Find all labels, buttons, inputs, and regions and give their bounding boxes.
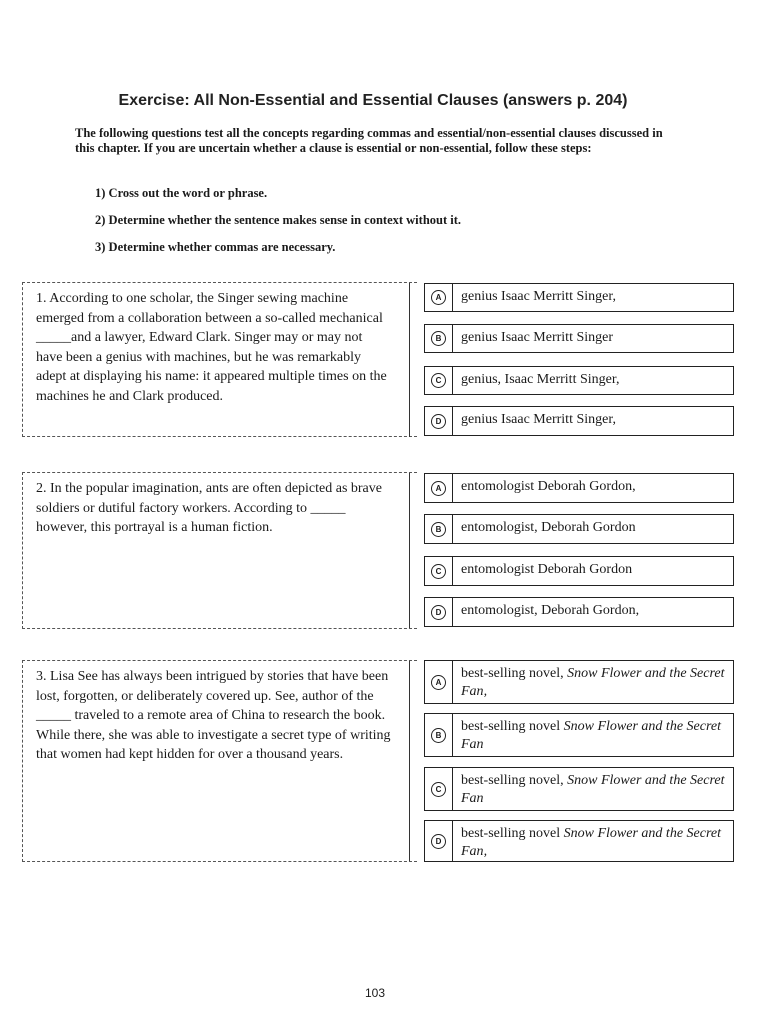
steps-list [95, 186, 655, 267]
option-text: best-selling novel, Snow Flower and the Secret Fan, [461, 666, 725, 699]
question-2-option-c[interactable] [424, 556, 734, 586]
question-divider [409, 283, 410, 437]
option-letter-icon: D [425, 598, 453, 626]
option-letter-icon: A [425, 661, 453, 703]
option-letter-icon: A [425, 474, 453, 502]
question-divider [409, 473, 410, 628]
step-item: 1) Cross out the word or phrase. [95, 186, 268, 200]
question-3-option-a[interactable] [424, 660, 734, 704]
option-letter-icon: C [425, 557, 453, 585]
page-title: Exercise: All Non-Essential and Essential Clauses (answers p. 204) [118, 92, 628, 109]
option-letter-icon: C [425, 367, 453, 394]
question-2-box [22, 472, 417, 629]
question-1-text: 1. According to one scholar, the Singer sewing machine emerged from a collaboration between a so-called mechanical _____and a lawyer, Edward Clark. Singer may or may not have been a genius with machines, but he was remarkably adept at displaying his name: it appeared multiple times on the machines he and Clark produced. [36, 291, 387, 404]
option-letter-icon: B [425, 714, 453, 756]
option-letter-icon: D [425, 407, 453, 435]
step-item: 3) Determine whether commas are necessary. [95, 240, 336, 254]
page-number: 103 [364, 986, 386, 1000]
option-letter-icon: D [425, 821, 453, 861]
question-2-text: 2. In the popular imagination, ants are often depicted as brave soldiers or dutiful factory workers. According to _____ however, this portrayal is a human fiction. [36, 481, 382, 535]
option-text: genius, Isaac Merritt Singer, [461, 372, 620, 387]
question-1-box [22, 282, 417, 437]
question-1-option-c[interactable] [424, 366, 734, 395]
question-1-option-d[interactable] [424, 406, 734, 436]
option-text: genius Isaac Merritt Singer, [461, 289, 616, 304]
option-text: genius Isaac Merritt Singer [461, 330, 614, 345]
option-text: entomologist Deborah Gordon [461, 562, 633, 577]
option-text: best-selling novel, Snow Flower and the Secret Fan [461, 773, 725, 806]
question-divider [409, 661, 410, 861]
option-text: entomologist, Deborah Gordon, [461, 603, 640, 618]
option-text: entomologist, Deborah Gordon [461, 520, 636, 535]
question-3-option-d[interactable] [424, 820, 734, 862]
question-3-box [22, 660, 417, 862]
option-text: genius Isaac Merritt Singer, [461, 412, 616, 427]
option-text: entomologist Deborah Gordon, [461, 479, 636, 494]
question-2-option-b[interactable] [424, 514, 734, 544]
question-3-option-c[interactable] [424, 767, 734, 811]
option-text: best-selling novel Snow Flower and the Secret Fan, [461, 826, 721, 859]
option-letter-icon: B [425, 325, 453, 352]
option-letter-icon: A [425, 284, 453, 311]
question-1-option-b[interactable] [424, 324, 734, 353]
option-text: best-selling novel Snow Flower and the Secret Fan [461, 719, 721, 752]
question-3-text: 3. Lisa See has always been intrigued by stories that have been lost, forgotten, or deliberately covered up. See, author of the _____ traveled to a remote area of China to research the book. While there, she was able to investigate a secret type of writing that women had kept hidden for over a thousand years. [36, 669, 391, 762]
step-item: 2) Determine whether the sentence makes sense in context without it. [95, 213, 462, 227]
option-letter-icon: B [425, 515, 453, 543]
question-3-option-b[interactable] [424, 713, 734, 757]
question-2-option-d[interactable] [424, 597, 734, 627]
intro-paragraph: The following questions test all the concepts regarding commas and essential/non-essential clauses discussed in this chapter. If you are uncertain whether a clause is essential or non-essential, follow these steps: [75, 126, 663, 155]
question-1-option-a[interactable] [424, 283, 734, 312]
option-letter-icon: C [425, 768, 453, 810]
question-2-option-a[interactable] [424, 473, 734, 503]
